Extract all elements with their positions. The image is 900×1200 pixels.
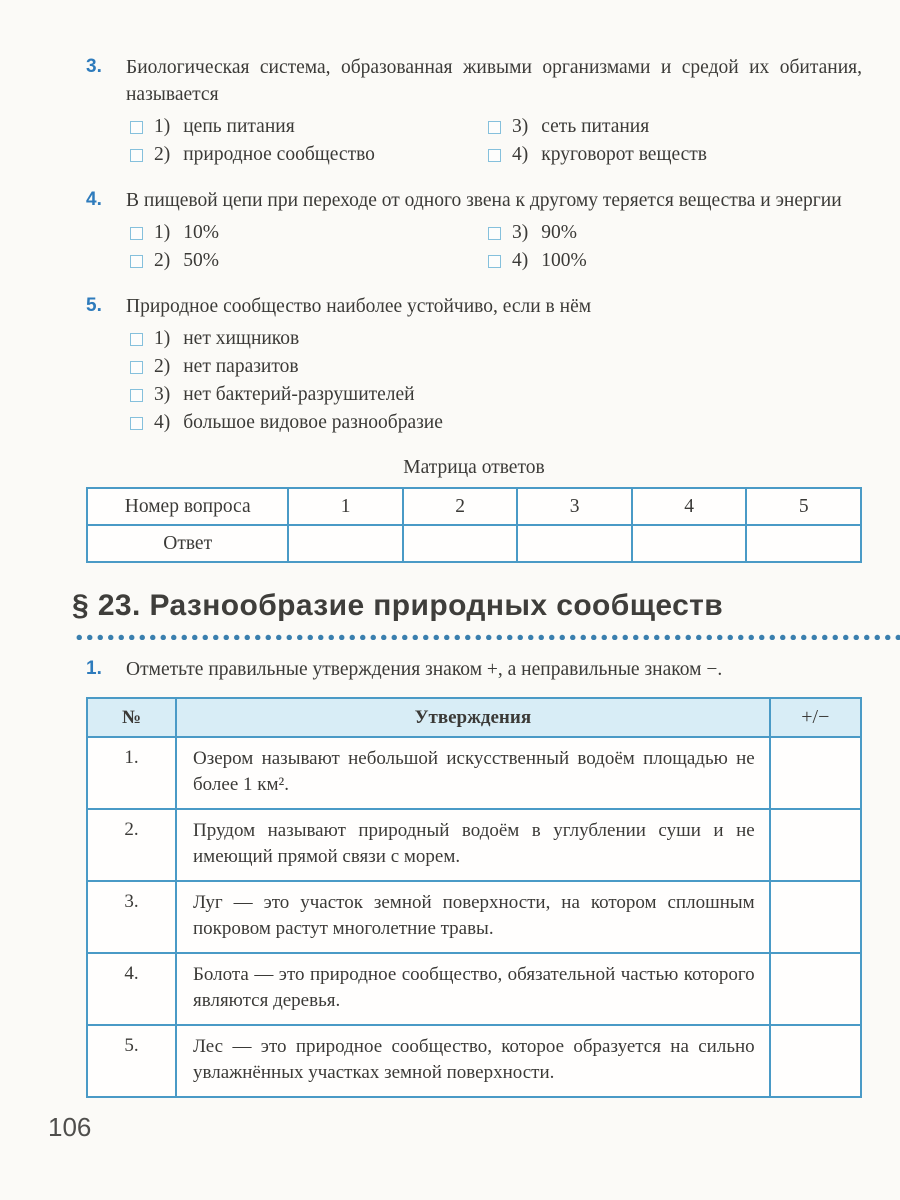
option-label: цепь питания — [183, 116, 295, 137]
checkbox-icon[interactable] — [130, 389, 143, 402]
statement-row — [87, 737, 861, 809]
option-number: 1) — [154, 116, 171, 137]
question-4-text: В пищевой цепи при переходе от одного звена к другому теряется вещества и энергии — [126, 190, 842, 211]
option-number: 4) — [512, 144, 529, 165]
mark-cell[interactable] — [770, 1025, 861, 1097]
column-header-statement: Утверждения — [176, 698, 770, 737]
statements-header-row — [87, 698, 861, 737]
option-number: 2) — [154, 144, 171, 165]
option-number: 2) — [154, 250, 171, 271]
checkbox-icon[interactable] — [130, 149, 143, 162]
question-4-option-2 — [130, 247, 488, 275]
checkbox-icon[interactable] — [130, 333, 143, 346]
checkbox-icon[interactable] — [130, 417, 143, 430]
option-label: 50% — [183, 250, 219, 271]
question-3-option-2 — [130, 141, 488, 169]
mark-cell[interactable] — [770, 953, 861, 1025]
answer-cell[interactable] — [632, 525, 747, 562]
statement-number: 2. — [87, 809, 176, 881]
question-5-option-4 — [130, 409, 862, 437]
matrix-header-row — [87, 488, 861, 525]
question-3-text: Биологическая система, образованная живыми организмами и средой их обитания, называется — [126, 57, 862, 105]
answer-cell[interactable] — [288, 525, 403, 562]
option-label: большое видовое разнообразие — [183, 412, 443, 433]
question-4-option-1 — [130, 219, 488, 247]
question-3-option-1 — [130, 113, 488, 141]
question-4-number: 4. — [86, 189, 102, 210]
option-number: 4) — [154, 412, 171, 433]
matrix-answer-row — [87, 525, 861, 562]
option-label: нет бактерий-разрушителей — [183, 384, 415, 405]
statement-number: 3. — [87, 881, 176, 953]
task-1 — [86, 656, 862, 683]
checkbox-icon[interactable] — [488, 255, 501, 268]
option-label: 90% — [541, 222, 577, 243]
option-number: 4) — [512, 250, 529, 271]
question-5 — [86, 293, 862, 437]
statement-row — [87, 881, 861, 953]
answer-cell[interactable] — [403, 525, 518, 562]
task-1-number: 1. — [86, 658, 102, 679]
option-label: круговорот веществ — [541, 144, 707, 165]
statement-text: Болота — это природное сообщество, обязательной частью которого являются деревья. — [176, 953, 770, 1025]
matrix-question-number: 4 — [632, 488, 747, 525]
checkbox-icon[interactable] — [130, 361, 143, 374]
statement-text: Лес — это природное сообщество, которое образуется на сильно увлажнённых участках земной поверхности. — [176, 1025, 770, 1097]
matrix-question-number: 1 — [288, 488, 403, 525]
answer-cell[interactable] — [517, 525, 632, 562]
statement-number: 5. — [87, 1025, 176, 1097]
option-number: 3) — [154, 384, 171, 405]
column-header-number: № — [87, 698, 176, 737]
option-number: 1) — [154, 328, 171, 349]
question-4-option-3 — [488, 219, 862, 247]
question-5-option-2 — [130, 353, 862, 381]
option-label: сеть питания — [541, 116, 650, 137]
statement-number: 1. — [87, 737, 176, 809]
task-1-text: Отметьте правильные утверждения знаком +, а неправильные знаком −. — [126, 659, 723, 680]
checkbox-icon[interactable] — [488, 149, 501, 162]
statement-text: Озером называют небольшой искусственный водоём площадью не более 1 км². — [176, 737, 770, 809]
statement-row — [87, 953, 861, 1025]
checkbox-icon[interactable] — [488, 227, 501, 240]
matrix-row-label: Ответ — [87, 525, 288, 562]
checkbox-icon[interactable] — [130, 227, 143, 240]
question-5-option-3 — [130, 381, 862, 409]
column-header-mark: +/− — [770, 698, 861, 737]
mark-cell[interactable] — [770, 737, 861, 809]
option-label: природное сообщество — [183, 144, 375, 165]
question-5-number: 5. — [86, 295, 102, 316]
option-label: 100% — [541, 250, 587, 271]
answer-cell[interactable] — [746, 525, 861, 562]
dotted-divider — [74, 633, 900, 640]
option-label: 10% — [183, 222, 219, 243]
option-number: 3) — [512, 222, 529, 243]
matrix-question-number: 2 — [403, 488, 518, 525]
question-3-number: 3. — [86, 56, 102, 77]
answer-matrix-table — [86, 487, 862, 563]
answer-matrix-title: Матрица ответов — [403, 457, 545, 478]
question-4 — [86, 187, 862, 275]
checkbox-icon[interactable] — [130, 121, 143, 134]
matrix-row-label: Номер вопроса — [87, 488, 288, 525]
matrix-question-number: 5 — [746, 488, 861, 525]
option-number: 3) — [512, 116, 529, 137]
option-label: нет хищников — [183, 328, 300, 349]
question-5-option-1 — [130, 325, 862, 353]
checkbox-icon[interactable] — [488, 121, 501, 134]
statements-table — [86, 697, 862, 1098]
question-4-option-4 — [488, 247, 862, 275]
section-title: § 23. Разнообразие природных сообществ — [72, 589, 724, 622]
statement-text: Луг — это участок земной поверхности, на котором сплошным покровом растут многолетние травы. — [176, 881, 770, 953]
statement-row — [87, 1025, 861, 1097]
mark-cell[interactable] — [770, 809, 861, 881]
option-number: 1) — [154, 222, 171, 243]
question-3 — [86, 54, 862, 169]
option-label: нет паразитов — [183, 356, 299, 377]
statement-text: Прудом называют природный водоём в углублении суши и не имеющий прямой связи с морем. — [176, 809, 770, 881]
option-number: 2) — [154, 356, 171, 377]
mark-cell[interactable] — [770, 881, 861, 953]
question-3-option-3 — [488, 113, 862, 141]
question-3-option-4 — [488, 141, 862, 169]
statement-row — [87, 809, 861, 881]
page-number: 106 — [48, 1112, 92, 1142]
statement-number: 4. — [87, 953, 176, 1025]
checkbox-icon[interactable] — [130, 255, 143, 268]
question-5-text: Природное сообщество наиболее устойчиво, если в нём — [126, 296, 592, 317]
matrix-question-number: 3 — [517, 488, 632, 525]
